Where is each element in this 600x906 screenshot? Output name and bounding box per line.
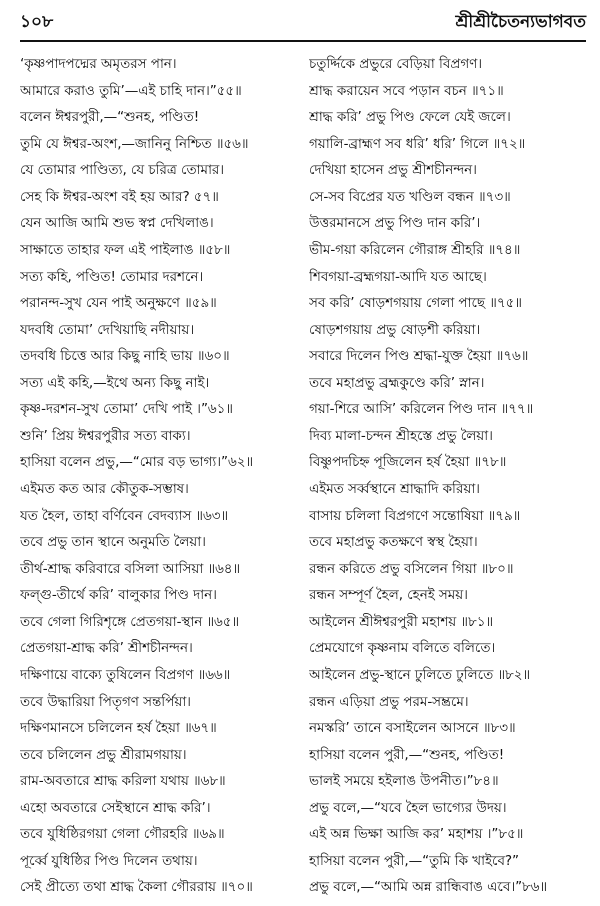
- verse-line: শ্রাদ্ধ করি’ প্রভু পিণ্ড ফেলে যেই জলে।: [309, 109, 511, 126]
- verse-line: হাসিয়া বলেন পুরী,—“তুমি কি খাইবে?”: [309, 852, 519, 869]
- verse-line: শিবগয়া-ব্রহ্মগয়া-আদি যত আছে।: [309, 268, 487, 285]
- verse-line: প্রেমযোগে কৃষ্ণনাম বলিতে বলিতে।: [309, 640, 496, 657]
- verse-line: বাসায় চলিলা বিপ্রগণে সন্তোষিয়া ॥৭৯॥: [309, 507, 521, 524]
- verse-line: এহো অবতারে সেইস্থানে শ্রাদ্ধ করি’।: [20, 799, 211, 816]
- verse-line: এইমত সর্ব্বস্থানে শ্রাদ্ধাদি করিয়া।: [309, 481, 480, 497]
- verse-line: চতুর্দ্দিকে প্রভুরে বেড়িয়া বিপ্রগণ।: [309, 56, 483, 72]
- page-header: [20, 6, 586, 42]
- verse-line: হাসিয়া বলেন পুরী,—“শুনহ, পণ্ডিত!: [309, 746, 505, 763]
- verse-line: রন্ধন এড়িয়া প্রভু পরম-সম্ভ্রমে।: [309, 693, 469, 710]
- verse-line: তবে যুধিষ্ঠিরগয়া গেলা গৌরহরি ॥৬৯॥: [20, 826, 225, 843]
- verse-line: যেন আজি আমি শুভ স্বপ্ন দেখিলাঙ।: [20, 215, 214, 232]
- verse-line: তবে উদ্ধারিয়া পিতৃগণ সন্তর্পিয়া।: [20, 693, 191, 710]
- verse-line: সেই প্রীত্যে তথা শ্রাদ্ধ কৈলা গৌররায় ॥৭০॥: [20, 879, 253, 896]
- verse-line: গয়া-শিরে আসি’ করিলেন পিণ্ড দান ॥৭৭॥: [309, 401, 534, 418]
- verse-line: প্রেতগয়া-শ্রাদ্ধ করি’ শ্রীশচীনন্দন।: [20, 640, 193, 657]
- verse-line: সত্য কহি, পণ্ডিত! তোমার দরশনে।: [20, 268, 204, 285]
- verse-line: শুনি’ প্রিয় ঈশ্বরপুরীর সত্য বাক্য।: [20, 427, 191, 444]
- verse-line: ফল্গু-তীর্থে করি’ বালুকার পিণ্ড দান।: [20, 587, 217, 604]
- verse-line: শ্রাদ্ধ করায়েন সবে পড়ান বচন ॥৭১॥: [309, 82, 504, 99]
- verse-line: এইমত কত আর কৌতুক-সম্ভাষ।: [20, 481, 189, 497]
- verse-line: কৃষ্ণ-দরশন-সুখ তোমা’ দেখি পাই ।”৬১॥: [20, 401, 233, 418]
- verse-line: যে তোমার পাণ্ডিত্য, যে চরিত্র তোমার।: [20, 162, 225, 179]
- verse-line: নমস্করি’ তানে বসাইলেন আসনে ॥৮৩॥: [309, 720, 516, 737]
- right-column: [309, 50, 586, 900]
- verse-line: তীর্থ-শ্রাদ্ধ করিবারে বসিলা আসিয়া ॥৬৪॥: [20, 560, 241, 577]
- verse-line: ষোড়শগয়ায় প্রভু ষোড়শী করিয়া।: [309, 321, 481, 338]
- verse-line: এই অন্ন ভিক্ষা আজি কর’ মহাশয় ।”৮৫॥: [309, 826, 524, 843]
- verse-line: গয়ালি-ব্রাহ্মণ সব ধরি’ ধরি’ গিলে ॥৭২॥: [309, 135, 526, 152]
- verse-line: তবে চলিলেন প্রভু শ্রীরামগয়ায়।: [20, 746, 187, 763]
- verse-line: প্রভু বলে,—“আমি অন্ন রান্ধিবাঙ এবে।”৮৬॥: [309, 879, 548, 896]
- verse-line: ‘কৃষ্ণপাদপদ্মের অমৃতরস পান।: [20, 56, 177, 72]
- verse-columns: [20, 50, 586, 900]
- verse-line: সাক্ষাতে তাহার ফল এই পাইলাঙ ॥৫৮॥: [20, 241, 231, 258]
- verse-line: উত্তরমানসে প্রভু পিণ্ড দান করি’।: [309, 215, 481, 232]
- verse-line: হাসিয়া বলেন প্রভু,—“মোর বড় ভাগ্য।”৬২॥: [20, 454, 254, 471]
- verse-line: তবে মহাপ্রভু কতক্ষণে স্বস্থ হৈয়া।: [309, 534, 478, 551]
- verse-line: ভীম-গয়া করিলেন গৌরাঙ্গ শ্রীহরি ॥৭৪॥: [309, 241, 521, 258]
- verse-line: সেহ কি ঈশ্বর-অংশ বই হয় আর? ৫৭॥: [20, 188, 219, 205]
- verse-line: যত হৈল, তাহা বর্ণিবেন বেদব্যাস ॥৬৩॥: [20, 507, 229, 524]
- verse-line: তবে মহাপ্রভু ব্রহ্মকুণ্ডে করি’ স্নান।: [309, 374, 485, 391]
- verse-line: দেখিয়া হাসেন প্রভু শ্রীশচীনন্দন।: [309, 162, 477, 179]
- verse-line: আইলেন শ্রীঈশ্বরপুরী মহাশয় ॥৮১॥: [309, 613, 494, 630]
- verse-line: সত্য এই কহি,—ইথে অন্য কিছু নাই।: [20, 374, 210, 391]
- verse-line: সবারে দিলেন পিণ্ড শ্রদ্ধা-যুক্ত হৈয়া ॥৭৬॥: [309, 348, 529, 365]
- verse-line: আমারে করাও তুমি’—এই চাহি দান।”৫৫॥: [20, 82, 242, 99]
- verse-line: প্রভু বলে,—“যবে হৈল ভাগ্যের উদয়।: [309, 799, 507, 816]
- running-title: শ্রীশ্রীচৈতন্যভাগবত: [455, 12, 586, 32]
- verse-line: রন্ধন করিতে প্রভু বসিলেন গিয়া ॥৮০॥: [309, 560, 514, 577]
- verse-line: তবে গেলা গিরিশৃঙ্গে প্রেতগয়া-স্থান ॥৬৫॥: [20, 613, 240, 630]
- verse-line: দক্ষিণমানসে চলিলেন হর্ষ হৈয়া ॥৬৭॥: [20, 720, 217, 737]
- verse-line: সব করি’ ষোড়শগয়ায় গেলা পাছে ॥৭৫॥: [309, 295, 522, 312]
- verse-line: রাম-অবতারে শ্রাদ্ধ করিলা যথায় ॥৬৮॥: [20, 773, 226, 790]
- verse-line: সে-সব বিপ্রের যত খণ্ডিল বন্ধন ॥৭৩॥: [309, 188, 511, 205]
- verse-line: ভালই সময়ে হইলাঙ উপনীত।”৮৪॥: [309, 773, 499, 790]
- verse-line: দক্ষিণায়ে বাক্যে তুষিলেন বিপ্রগণ ॥৬৬॥: [20, 666, 231, 683]
- verse-line: বিষ্ণুপদচিহ্ন পূজিলেন হর্ষ হৈয়া ॥৭৮॥: [309, 454, 507, 471]
- verse-line: দিব্য মালা-চন্দন শ্রীহস্তে প্রভু লৈয়া।: [309, 427, 493, 444]
- page-number: ১০৮: [20, 12, 54, 32]
- verse-line: রন্ধন সম্পূর্ণ হৈল, হেনই সময়।: [309, 587, 468, 604]
- verse-line: পূর্ব্বে যুধিষ্ঠির পিণ্ড দিলেন তথায়।: [20, 852, 198, 869]
- verse-line: তদবধি চিত্তে আর কিছু নাহি ভায় ॥৬০॥: [20, 348, 230, 365]
- verse-line: পরানন্দ-সুখ যেন পাই অনুক্ষণে ॥৫৯॥: [20, 295, 217, 312]
- left-column: [20, 50, 297, 900]
- verse-line: যদবধি তোমা’ দেখিয়াছি নদীয়ায়।: [20, 321, 195, 338]
- verse-line: বলেন ঈশ্বরপুরী,—“শুনহ, পণ্ডিত!: [20, 109, 200, 126]
- verse-line: তবে প্রভু তান স্থানে অনুমতি লৈয়া।: [20, 534, 206, 551]
- verse-line: তুমি যে ঈশ্বর-অংশ,—জানিনু নিশ্চিত ॥৫৬॥: [20, 135, 249, 152]
- verse-line: আইলেন প্রভু-স্থানে ঢুলিতে ঢুলিতে ॥৮২॥: [309, 666, 531, 683]
